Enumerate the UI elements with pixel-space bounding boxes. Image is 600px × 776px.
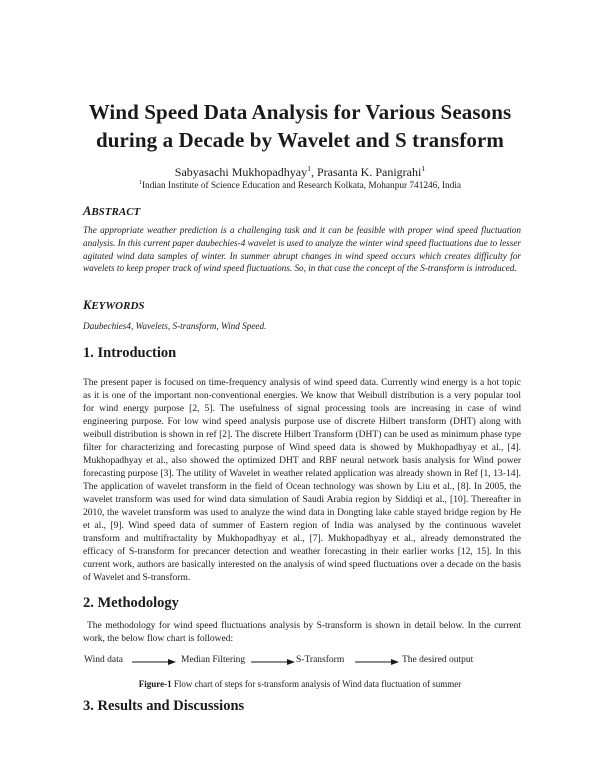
affiliation-text: Indian Institute of Science Education and Research Kolkata, Mohanpur 741246, India <box>141 181 462 191</box>
methodology-paragraph: The methodology for wind speed fluctuations analysis by S-transform is shown in detail below. In the current work, the below flow chart is followed: <box>83 621 521 644</box>
figure-label: Figure-1 <box>138 679 172 689</box>
paper-title-line-2: during a Decade by Wavelet and S transform <box>95 128 505 152</box>
introduction-paragraph: The present paper is focused on time-frequency analysis of wind speed data. Currently wind energy is a hot topic as it is one of the important non-conventional energies. We know that Weibull distribution is a very popular tool for wind energy purpose [2, 5]. The usefulness of signal processing tools are increasing in case of wind engineering purpose. For low wind speed analysis purpose use of discrete Hilbert transform (DHT) along with weibull distribution is shown in ref [2]. The discrete Hilbert Transform (DHT) can be used as minimum phase type filter for characterizing and forecasting purpose of Wind speed data is showed by Mukhopadhyay et al., [4]. Mukhopadhyay et al., also showed the optimized DHT and RBF neural network basis analysis for Wind power forecasting purpose [3]. The utility of Wavelet in weather related application was already shown in Ref [1, 13-14]. The application of wavelet transform in the field of Ocean technology was shown by Liu et al., [8]. In 2005, the wavelet transform was used for wind data simulation of Saudi Arabia region by Siddiqi et al., [10]. Thereafter in 2010, the wavelet transform was used to analyze the wind data in Dongting lake cable stayed bridge region by He et al., [9]. Wind speed data of summer of Eastern region of India was analysed by the continuous wavelet transform and multifractality by Mukhopadhyay et al., [7]. Mukhopadhyay et al., already demonstrated the efficacy of S-transform for precancer detection and weather forecasting in their earlier works [12, 15]. In this current work, authors are basically interested on the analysis of wind speed fluctuations over a decade on the basis of Wavelet and S-transform. <box>83 378 521 583</box>
arrow-right-icon <box>132 658 176 666</box>
author-separator: , <box>311 165 317 179</box>
arrow-right-icon <box>251 658 295 666</box>
keywords-text: Daubechies4, Wavelets, S-transform, Wind Speed. <box>83 321 267 331</box>
flow-chart <box>84 655 514 669</box>
figure-caption <box>0 679 600 689</box>
section-heading-introduction: 1. Introduction <box>83 345 177 361</box>
affiliation-mark: 1 <box>138 179 142 186</box>
flow-step-wind-data: Wind data <box>84 655 123 665</box>
keywords-heading: KEYWORDS <box>83 298 145 312</box>
abstract-text: The appropriate weather prediction is a challenging task and it can be feasible with proper wind speed fluctuation analysis. In this current paper daubechies-4 wavelet is used to analyze the winter wind speed fluctuations due to lesser agitated wind data samples of winter. In summer abrupt changes in wind speed occurs which creates difficulty for wavelets to keep proper track of wind speed fluctuations. So, in that case the concept of the S-transform is introduced. <box>83 225 521 274</box>
affiliation <box>0 181 600 191</box>
author-name: Sabyasachi Mukhopadhyay <box>174 165 308 179</box>
figure-caption-text: Flow chart of steps for s-transform analysis of Wind data fluctuation of summer <box>171 679 462 689</box>
flow-step-s-transform: S-Transform <box>296 655 345 665</box>
affiliation-mark: 1 <box>421 164 426 173</box>
author-list <box>0 165 600 180</box>
abstract-heading: ABSTRACT <box>83 204 141 218</box>
flow-step-desired-output: The desired output <box>402 655 474 665</box>
author-name: Prasanta K. Panigrahi <box>317 165 422 179</box>
flow-step-median-filtering: Median Filtering <box>181 655 246 665</box>
arrow-right-icon <box>355 658 399 666</box>
section-heading-methodology: 2. Methodology <box>83 595 179 611</box>
affiliation-mark: 1 <box>307 164 311 173</box>
paper-title-line-1: Wind Speed Data Analysis for Various Seasons <box>88 100 512 124</box>
section-heading-results: 3. Results and Discussions <box>83 698 245 714</box>
